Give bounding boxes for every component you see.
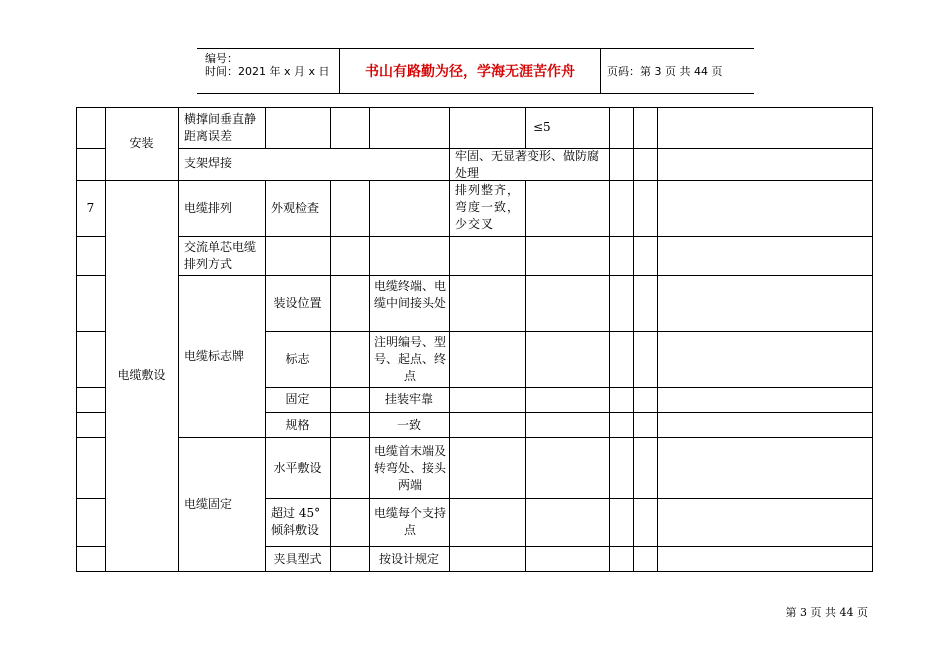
- install-position-label: 装设位置: [273, 296, 322, 310]
- incline-laying-label: 超过 45°倾斜敷设: [271, 506, 321, 537]
- horizontal-req: 电缆首末端及转弯处、接头两端: [373, 444, 446, 492]
- marking-req: 注明编号、型号、起点、终点: [373, 335, 446, 383]
- number-label: 编号：: [205, 52, 238, 65]
- cable-tag-label: 电缆标志牌: [184, 349, 245, 363]
- visual-check-label: 外观检查: [271, 201, 320, 215]
- vertical-spacing-label: 横撑间垂直静距离误差: [184, 112, 257, 143]
- install-label: 安装: [129, 136, 154, 150]
- cable-arrangement-label: 电缆排列: [184, 201, 233, 215]
- fixed-req: 挂装牢靠: [384, 392, 433, 406]
- spec-req: 一致: [396, 418, 421, 432]
- clamp-req: 按设计规定: [378, 552, 439, 566]
- page-footer: 第 3 页 共 44 页: [785, 606, 868, 619]
- spec-label: 规格: [285, 418, 310, 432]
- motto-text: 书山有路勤为径，学海无涯苦作舟: [339, 49, 601, 93]
- incline-req: 电缆每个支持点: [373, 506, 446, 537]
- seq-number: 7: [86, 201, 95, 215]
- horizontal-laying-label: 水平敷设: [273, 461, 322, 475]
- bracket-welding-req: 牢固、无显著变形、做防腐处理: [455, 149, 600, 180]
- cable-fixing-label: 电缆固定: [184, 497, 233, 511]
- time-label: 时间：2021 年 x 月 x 日: [205, 65, 330, 78]
- page-header: [197, 48, 754, 94]
- page-label: 页码：第 3 页 共 44 页: [607, 65, 723, 78]
- clamp-type-label: 夹具型式: [273, 552, 322, 566]
- install-position-req: 电缆终端、电缆中间接头处: [373, 279, 446, 310]
- fixed-label: 固定: [285, 392, 310, 406]
- arrangement-req: 排列整齐，弯度一致，少交叉: [455, 183, 521, 231]
- cable-laying-label: 电缆敷设: [117, 368, 166, 382]
- ac-single-core-label: 交流单芯电缆排列方式: [184, 240, 257, 271]
- header-meta: [197, 49, 339, 93]
- vertical-spacing-value: ≤5: [533, 120, 551, 134]
- marking-label: 标志: [285, 352, 310, 366]
- bracket-welding-label: 支架焊接: [184, 156, 233, 170]
